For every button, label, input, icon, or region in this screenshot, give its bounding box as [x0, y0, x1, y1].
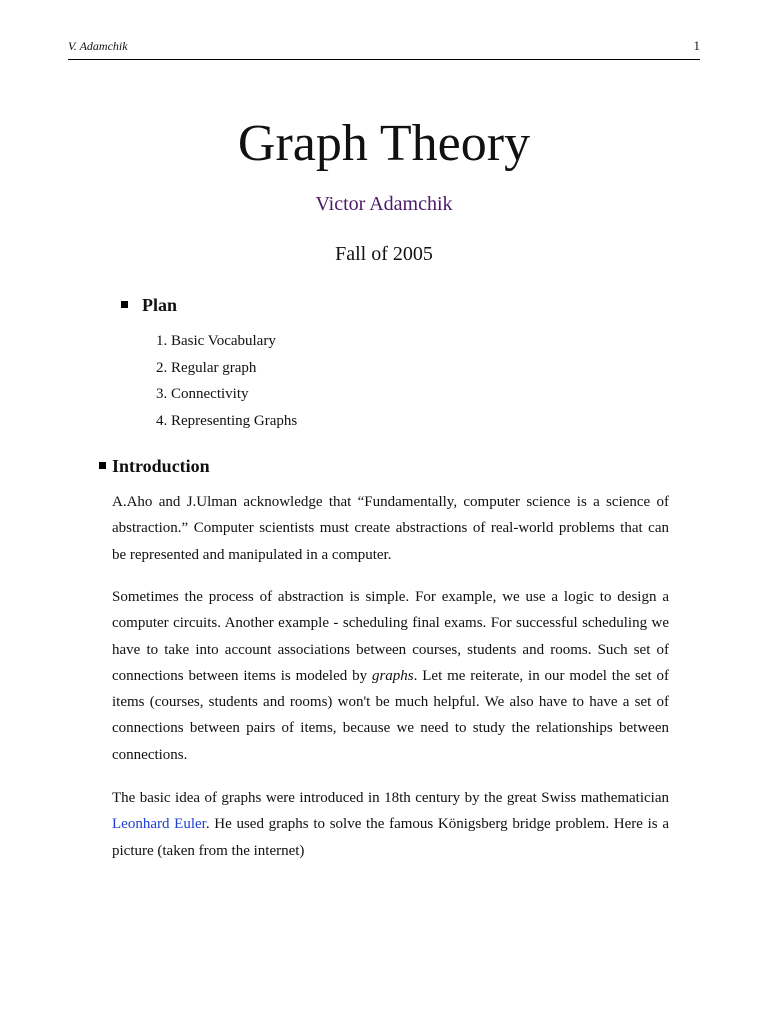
square-bullet-icon	[121, 301, 128, 308]
paragraph-text: . He used graphs to solve the famous Königsberg bridge problem. Here is a picture (taken from the internet)	[112, 816, 669, 859]
document-date: Fall of 2005	[335, 243, 433, 265]
plan-item: 1. Basic Vocabulary	[156, 333, 276, 349]
square-bullet-icon	[99, 462, 106, 469]
plan-item: 4. Representing Graphs	[156, 412, 298, 429]
document-title: Graph Theory	[237, 115, 531, 172]
introduction-heading	[99, 456, 210, 477]
introduction-heading-text: Introduction	[112, 456, 210, 476]
leonhard-euler-link[interactable]: Leonhard Euler	[112, 816, 206, 833]
plan-item: 3. Connectivity	[156, 386, 249, 402]
intro-paragraph-2	[112, 584, 669, 768]
intro-paragraph-1: A.Aho and J.Ulman acknowledge that “Fundamentally, computer science is a science of abstraction.” Computer scientists must create abstractions of real-world problems that can be represented and manipulated in a computer.	[112, 494, 669, 563]
header-author: V. Adamchik	[68, 39, 128, 53]
paragraph-text: The basic idea of graphs were introduced in 18th century by the great Swiss mathematician	[112, 790, 669, 806]
plan-heading-text: Plan	[142, 295, 178, 315]
page-header	[68, 34, 700, 60]
page-number: 1	[693, 38, 700, 53]
plan-list	[156, 330, 297, 436]
intro-paragraph-3	[112, 785, 669, 864]
emphasis-graphs: graphs	[371, 667, 414, 684]
paragraph-text: . Let me reiterate, in our model the set of items (courses, students and rooms) won't be much helpful. We also have to have a set of connections between pairs of items, because we need to study the relationships between connections.	[112, 667, 669, 763]
plan-item: 2. Regular graph	[156, 359, 257, 376]
plan-heading	[121, 295, 177, 316]
document-author: Victor Adamchik	[315, 193, 453, 215]
paragraph-text: Sometimes the process of abstraction is simple. For example, we use a logic to design a computer circuits. Another example - scheduling final exams. For successful scheduling we have to take into account associations between courses, students and rooms. Such set of connections between items is modeled by	[112, 589, 669, 684]
